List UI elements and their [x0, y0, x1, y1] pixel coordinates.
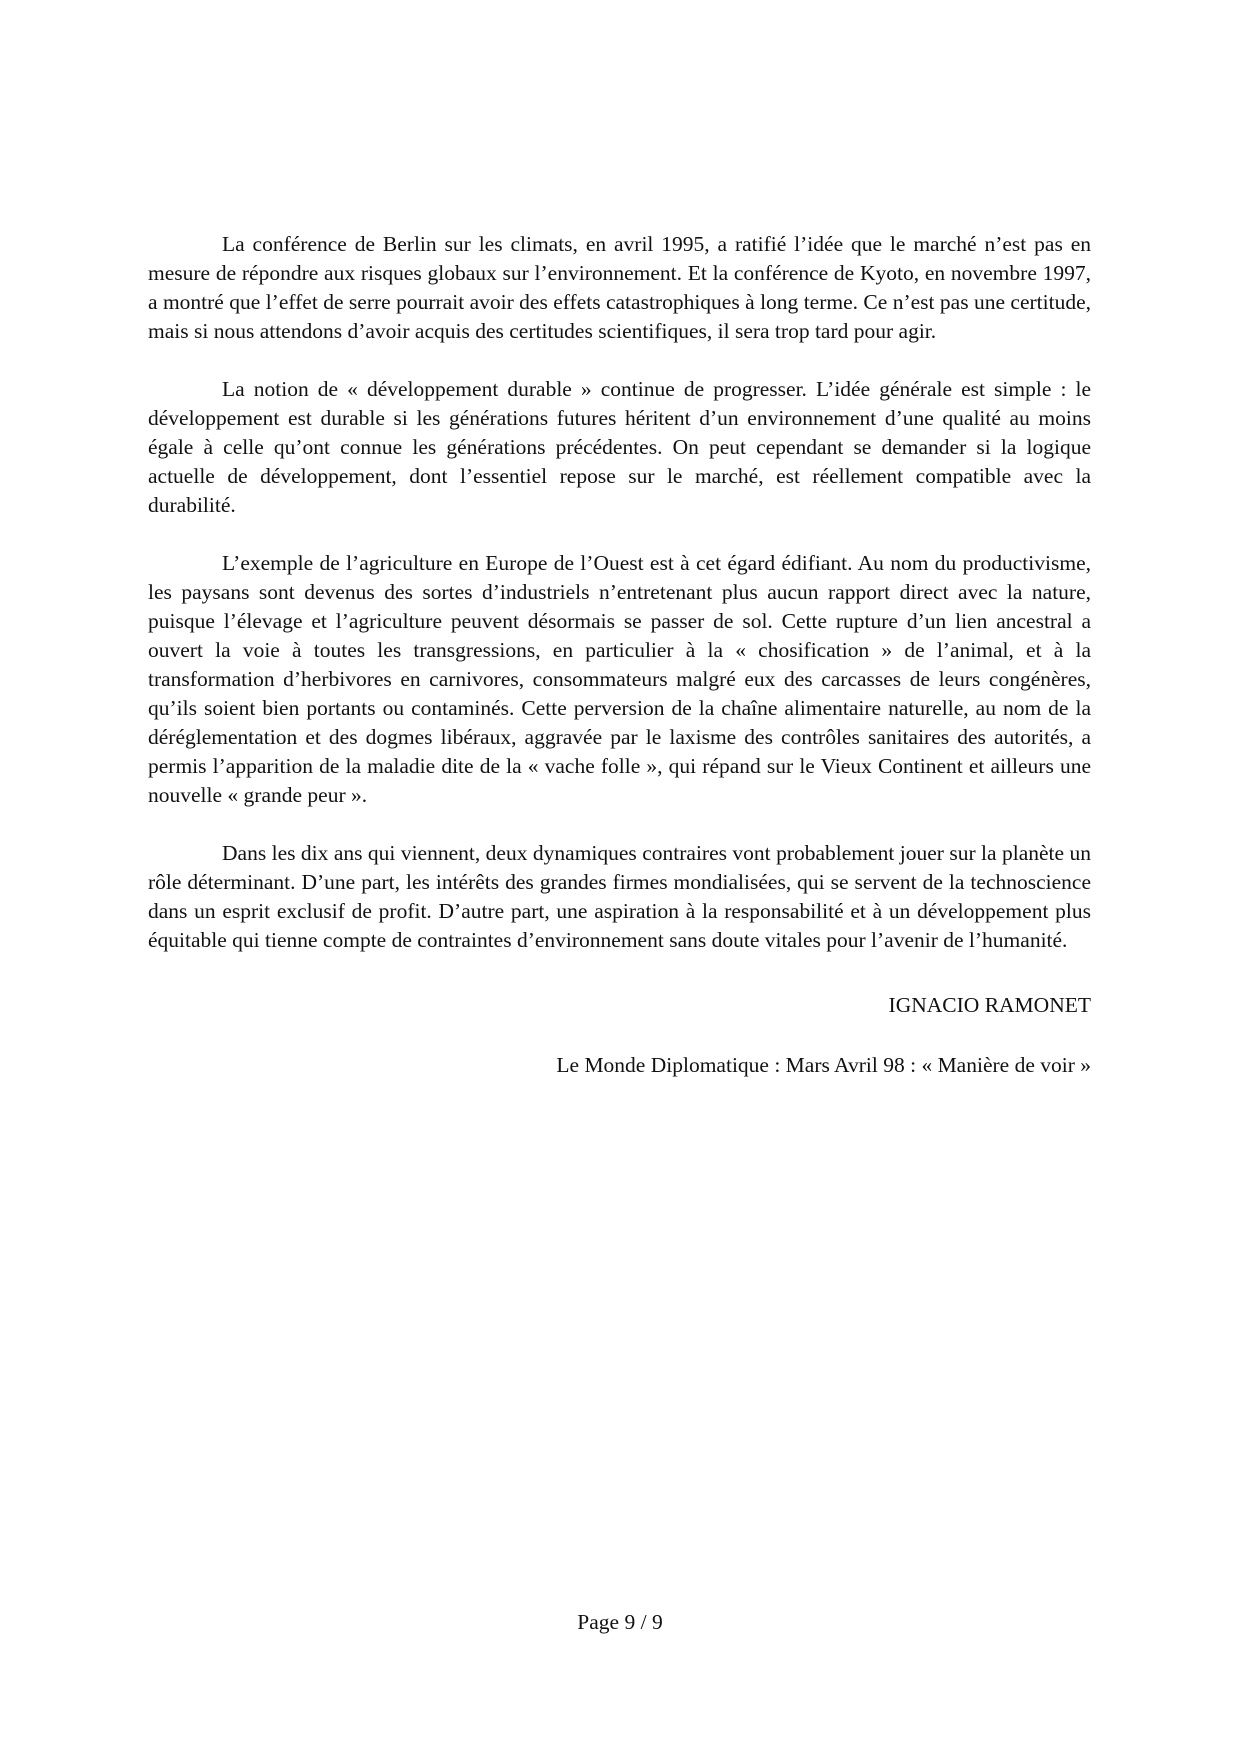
paragraph-future-dynamics: Dans les dix ans qui viennent, deux dynamiques contraires vont probablement jouer sur la planète un rôle déterminant. D’une part, les intérêts des grandes firmes mondialisées, qui se servent de la technoscience dans un esprit exclusif de profit. D’autre part, une aspiration à la responsabilité et à un développement plus équitable qui tienne compte de contraintes d’environnement sans doute vitales pour l’avenir de l’humanité.	[148, 841, 1091, 952]
source-citation: Le Monde Diplomatique : Mars Avril 98 : « Manière de voir »	[556, 1053, 1091, 1077]
page-number: Page 9 / 9	[577, 1610, 663, 1634]
author-signature: IGNACIO RAMONET	[888, 993, 1091, 1017]
paragraph-agriculture-example: L’exemple de l’agriculture en Europe de l’Ouest est à cet égard édifiant. Au nom du productivisme, les paysans sont devenus des sortes d’industriels n’entretenant plus aucun rapport direct avec la nature, puisque l’élevage et l’agriculture peuvent désormais se passer de sol. Cette rupture d’un lien ancestral a ouvert la voie à toutes les transgressions, en particulier à la « chosification » de l’animal, et à la transformation d’herbivores en carnivores, consommateurs malgré eux des carcasses de leurs congénères, qu’ils soient bien portants ou contaminés. Cette perversion de la chaîne alimentaire naturelle, au nom de la déréglementation et des dogmes libéraux, aggravée par le laxisme des contrôles sanitaires des autorités, a permis l’apparition de la maladie dite de la « vache folle », qui répand sur le Vieux Continent et ailleurs une nouvelle « grande peur ».	[148, 551, 1091, 807]
paragraph-sustainable-development: La notion de « développement durable » continue de progresser. L’idée générale est simple : le développement est durable si les générations futures héritent d’un environnement d’une qualité au moins égale à celle qu’ont connue les générations précédentes. On peut cependant se demander si la logique actuelle de développement, dont l’essentiel repose sur le marché, est réellement compatible avec la durabilité.	[148, 377, 1091, 517]
paragraph-climate-conferences: La conférence de Berlin sur les climats, en avril 1995, a ratifié l’idée que le marché n’est pas en mesure de répondre aux risques globaux sur l’environnement. Et la conférence de Kyoto, en novembre 1997, a montré que l’effet de serre pourrait avoir des effets catastrophiques à long terme. Ce n’est pas une certitude, mais si nous attendons d’avoir acquis des certitudes scientifiques, il sera trop tard pour agir.	[148, 232, 1091, 343]
article-body	[148, 230, 1091, 1080]
